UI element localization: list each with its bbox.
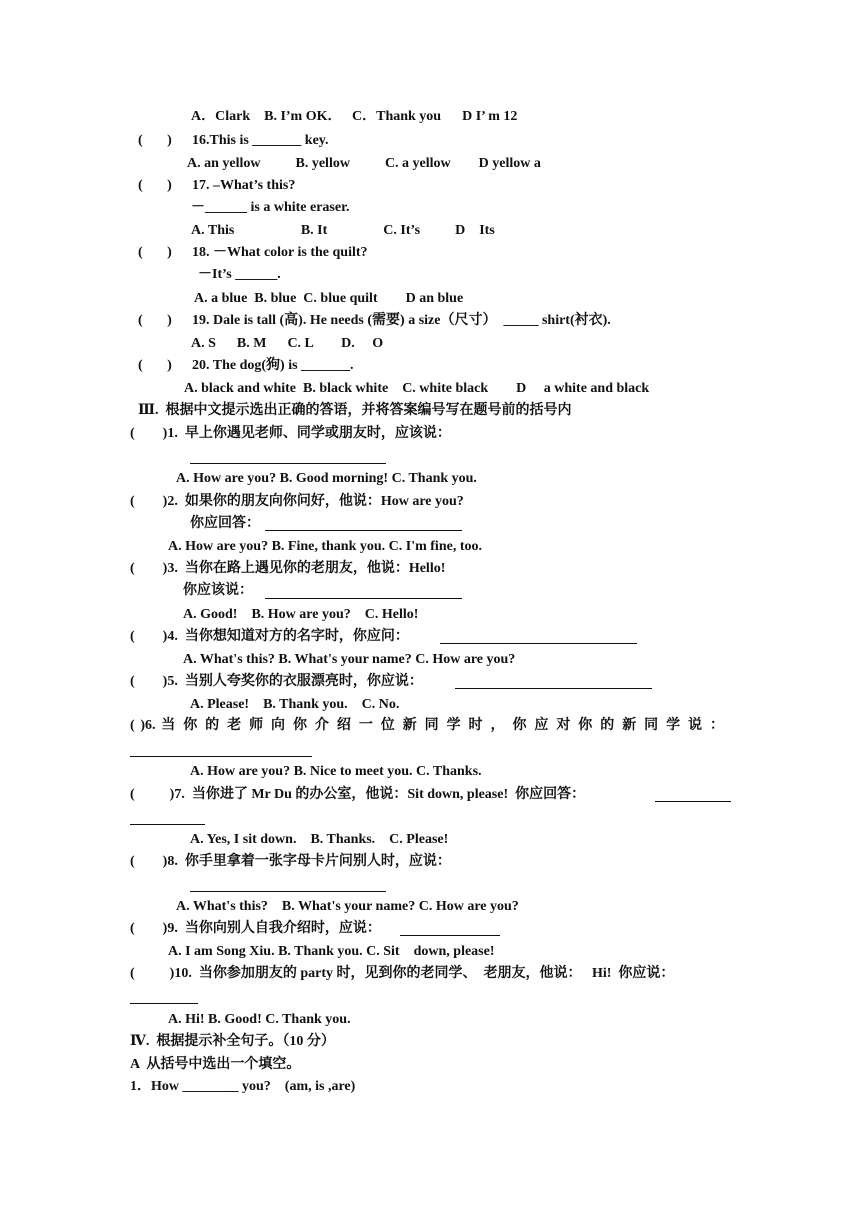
q18-options: A. a blue B. blue C. blue quilt D an blue: [194, 291, 464, 306]
p3-q8-options: A. What's this? B. What's your name? C. How are you?: [176, 899, 519, 914]
p3-q10-answer-blank: [130, 1003, 198, 1004]
p3-q5-stem: ( )5. 当别人夸奖你的衣服漂亮时，你应说：: [130, 674, 423, 689]
q18-answer-line: －It’s ______.: [198, 267, 281, 282]
part3-heading: Ⅲ. 根据中文提示选出正确的答语，并将答案编号写在题号前的括号内: [138, 403, 572, 418]
q20-options: A. black and white B. black white C. white black D a white and black: [184, 381, 650, 396]
q19-stem: 19. Dale is tall (高). He needs (需要) a size（尺寸） _____ shirt(衬衣).: [192, 313, 611, 328]
q18-stem: 18. －What color is the quilt?: [192, 245, 368, 260]
q20-stem: 20. The dog(狗) is _______.: [192, 358, 354, 373]
p3-q1-options: A. How are you? B. Good morning! C. Thank you.: [176, 471, 477, 486]
q18-answer-paren: ( ): [138, 245, 172, 260]
p3-q10-stem: ( )10. 当你参加朋友的 party 时，见到你的老同学、 老朋友，他说： Hi! 你应说：: [130, 966, 675, 981]
q17-answer-line: －______ is a white eraser.: [191, 200, 350, 215]
p3-q3-sub: 你应该说：: [183, 583, 253, 598]
p3-q5-answer-blank: [455, 688, 652, 689]
p3-q9-answer-blank: [400, 935, 500, 936]
q16-answer-paren: ( ): [138, 133, 172, 148]
p3-q5-options: A. Please! B. Thank you. C. No.: [190, 697, 400, 712]
p3-q1-answer-blank: [190, 463, 386, 464]
p3-q7-answer-blank-part1: [655, 801, 731, 802]
q17-stem: 17. –What’s this?: [192, 178, 296, 193]
p3-q4-answer-blank: [440, 643, 637, 644]
p3-q4-options: A. What's this? B. What's your name? C. How are you?: [183, 652, 516, 667]
p3-q2-options: A. How are you? B. Fine, thank you. C. I'm fine, too.: [168, 539, 482, 554]
part4-heading: Ⅳ. 根据提示补全句子。（10 分）: [130, 1034, 335, 1049]
p3-q7-answer-blank-part2: [130, 824, 205, 825]
p3-q4-stem: ( )4. 当你想知道对方的名字时，你应问：: [130, 629, 409, 644]
p3-q9-options: A. I am Song Xiu. B. Thank you. C. Sit down, please!: [168, 944, 495, 959]
p3-q1-stem: ( )1. 早上你遇见老师、同学或朋友时，应该说：: [130, 426, 451, 441]
p4-q1: 1．How ________ you? (am, is ,are): [130, 1079, 356, 1094]
q16-options: A. an yellow B. yellow C. a yellow D yellow a: [187, 156, 541, 171]
p3-q2-sub: 你应回答：: [190, 516, 260, 531]
p3-q3-answer-blank: [265, 598, 462, 599]
q19-answer-paren: ( ): [138, 313, 172, 328]
p3-q6-options: A. How are you? B. Nice to meet you. C. Thanks.: [190, 764, 482, 779]
q17-answer-paren: ( ): [138, 178, 172, 193]
p3-q3-options: A. Good! B. How are you? C. Hello!: [183, 607, 419, 622]
p3-q7-stem: ( )7. 当你进了 Mr Du 的办公室，他说：Sit down, please! 你应回答：: [130, 787, 586, 802]
p3-q6-stem: ( )6. 当 你 的 老 师 向 你 介 绍 一 位 新 同 学 时 ， 你 应 对 你 的 新 同 学 说 ：: [130, 718, 724, 733]
p3-q8-stem: ( )8. 你手里拿着一张字母卡片问别人时，应说：: [130, 854, 451, 869]
p3-q2-answer-blank: [265, 530, 462, 531]
p3-q7-options: A. Yes, I sit down. B. Thanks. C. Please!: [190, 832, 449, 847]
q20-answer-paren: ( ): [138, 358, 172, 373]
p3-q3-stem: ( )3. 当你在路上遇见你的老朋友，他说：Hello!: [130, 561, 446, 576]
p3-q10-options: A. Hi! B. Good! C. Thank you.: [168, 1012, 351, 1027]
q19-options: A. S B. M C. L D. O: [191, 336, 384, 351]
p3-q8-answer-blank: [190, 891, 386, 892]
p3-q2-stem: ( )2. 如果你的朋友向你问好，他说：How are you?: [130, 494, 464, 509]
part4-subsection-a: A 从括号中选出一个填空。: [130, 1057, 301, 1072]
p3-q9-stem: ( )9. 当你向别人自我介绍时，应说：: [130, 921, 381, 936]
q17-options: A. This B. It C. It’s D Its: [191, 223, 495, 238]
p3-q6-answer-blank: [130, 756, 312, 757]
q16-stem: 16.This is _______ key.: [192, 133, 329, 148]
q15-options: A．Clark B. I’m OK． C．Thank you D I’ m 12: [191, 109, 518, 124]
